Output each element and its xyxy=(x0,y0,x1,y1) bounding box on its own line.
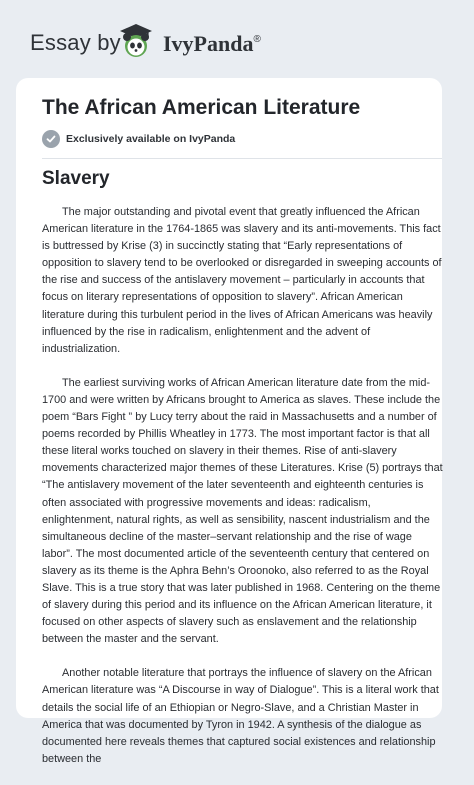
exclusive-badge-text: Exclusively available on IvyPanda xyxy=(66,133,236,145)
brand-logo-text[interactable] xyxy=(163,31,261,57)
essay-card xyxy=(16,78,443,765)
paragraph: The earliest surviving works of African American literature date from the mid-1700 and were written by Africans brought to America as slaves. These include the poem “Bars Fight ” by Lucy terry about the raid in Massachusetts and a number of poems recorded by Phillis Wheatley in 1773. The most important factor is that all these literal works touched on slavery in their themes. Rise of anti-slavery movements characterized major themes of these Literatures. Krise (5) portrays that “The antislavery movement of the later seventeenth and eighteenth centuries is often associated with progressive movements and ideas: radicalism, enlightenment, natural rights, as well as sensibility, nascent industrialism and the simultaneous decline of the master–servant relationship and the rise of wage labor”. The most documented article of the seventeenth century that centered on slavery as its theme is the Aphra Behn’s Oroonoko, also referred to as the Royal Slave. This is a true story that was later published in 1968. Centering on the theme of slavery during this period and its influence on the African American literature, it focused on other aspects of slavery such as enslavement and the relationship between the master and the servant. xyxy=(42,376,443,646)
essay-body xyxy=(42,204,444,785)
divider xyxy=(42,158,442,159)
section-heading: Slavery xyxy=(42,168,110,189)
site-header xyxy=(0,0,474,72)
brand-name: IvyPanda xyxy=(163,31,254,56)
exclusive-badge xyxy=(42,130,235,148)
essay-by-label: Essay by xyxy=(30,30,121,55)
paragraph: The major outstanding and pivotal event that greatly influenced the African American literature in the 1764-1865 was slavery and its anti-movements. This fact is buttressed by Krise (3) in succinctly stating that “Early representations of opposition to slavery tend to be overlooked or disregarded in sweeping accounts of the rise and success of the antislavery movement – particularly in accounts that focus on literary representations of opposition to slavery”. African American literature during this turbulent period in the lives of African Americans was heavily influenced by the rise in radicalism, enlightenment and the advent of industrialization. xyxy=(42,206,442,355)
trademark-symbol: ® xyxy=(253,34,261,45)
page-title: The African American Literature xyxy=(42,96,361,119)
paragraph: Another notable literature that portrays the influence of slavery on the African American literature was “A Discourse in way of Dialogue”. This is a literal work that details the social life of an Ethiopian or Negro-Slave, and a Christian Master in America that was documented by Tyron in 1942. A synthesis of the dialogue as documented here reveals themes that captured social existences and relationship between the xyxy=(42,667,439,765)
panda-graduation-cap-icon[interactable] xyxy=(116,22,156,62)
check-circle-icon xyxy=(42,130,60,148)
